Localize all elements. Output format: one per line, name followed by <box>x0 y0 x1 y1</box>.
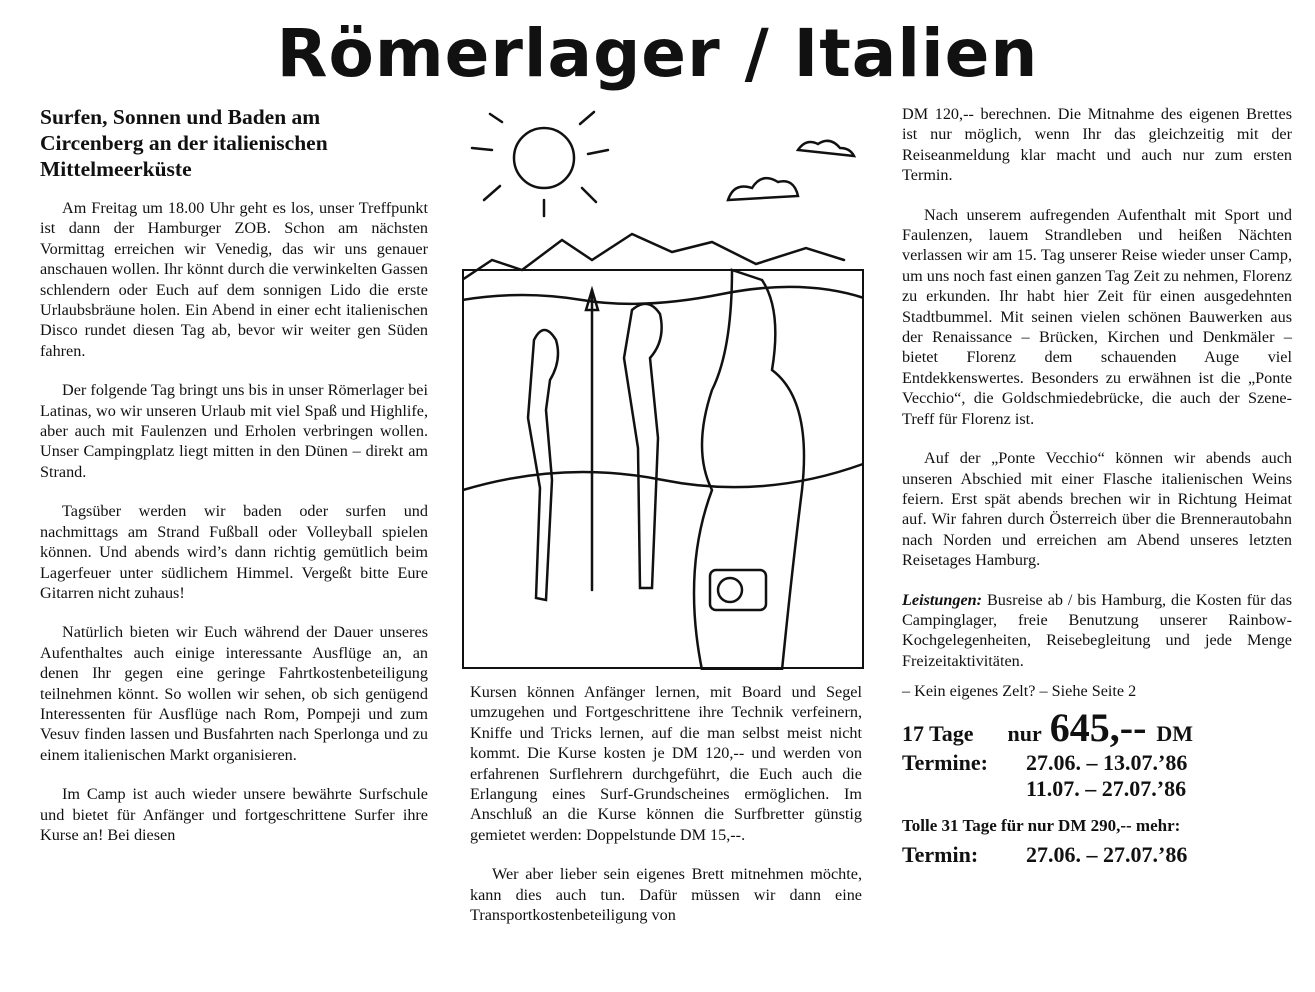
tent-note: – Kein eigenes Zelt? – Siehe Seite 2 <box>902 682 1137 701</box>
paragraph: Am Freitag um 18.00 Uhr geht es los, unser Treffpunkt ist dann der Hamburger ZOB. Schon am nächsten Vormittag erreichen wir Venedig, das wir uns genauer anschauen wollen. Ihr könnt durch die verwinkelten Gassen schlendern oder Euch auf dem sonnigen Lido die erste Urlaubsbräune holen. Ein Abend in einer echt italienischen Disco rundet diesen Tag ab, bevor wir weiter gen Süden fahren. <box>40 199 428 360</box>
termin-label: Termin: <box>902 842 979 868</box>
person-figure <box>624 304 662 588</box>
price-currency: DM <box>1156 720 1194 746</box>
headline: Surfen, Sonnen und Baden am Circenberg an der italienischen Mittelmeerküste <box>40 105 328 181</box>
paragraph: Der folgende Tag bringt uns bis in unser Römerlager bei Latinas, wo wir unseren Urlaub mit viel Spaß und Highlife, aber auch mit Faulenzen und Erholen verbringen wollen. Unser Campingplatz liegt mitten in den Dünen – direkt am Strand. <box>40 381 428 481</box>
cartoon-illustration <box>462 110 864 670</box>
paragraph: Nach unserem aufregenden Aufenthalt mit Sport und Faulenzen, lauem Strandleben und heißen Nächten verlassen wir am 15. Tag unserer Reise wieder unser Camp, um uns noch fast einen ganzen Tag Zeit zu nehmen, Florenz zu erkunden. Ihr habt hier Zeit für einen ausgedehnten Stadtbummel. Mit seinen vielen schönen Bauwerken aus der Renaissance – Brücken, Kirchen und Denkmäler – bietet Florenz dem schauenden Auge viel Entdekkenswertes. Besonders zu erwähnen ist die „Ponte Vecchio“, die Goldschmiedebrücke, die auch der Szene-Treff für Florenz ist. <box>902 205 1292 428</box>
paragraph: Natürlich bieten wir Euch während der Dauer unseres Aufenthaltes auch einige interessante Ausflüge an, an denen Ihr gegen eine geringe Fahrtkostenbeteiligung teilnehmen könnt. So wollen wir sehen, ob sich genügend Interessenten für Ausflüge nach Rom, Pompeji und zum Vesuv finden lassen und Busfahrten nach Sperlonga und zu einem italienischen Markt organisieren. <box>40 623 428 764</box>
paragraph: DM 120,-- berechnen. Die Mitnahme des eigenen Brettes ist nur möglich, wenn Ihr das gleichzeitig mit der Reiseanmeldung klar macht und auch nur zum ersten Termin. <box>902 105 1292 185</box>
cloud-icon <box>728 178 798 200</box>
column-middle <box>470 682 862 944</box>
paragraph: Tagsüber werden wir baden oder surfen und nachmittags am Strand Fußball oder Volleyball spielen können. Und abends wird’s dann richtig gemütlich beim Lagerfeuer unter südlichem Himmel. Vergeßt bitte Eure Gitarren nicht zuhaus! <box>40 502 428 602</box>
column-left <box>40 104 428 864</box>
sun-icon <box>514 128 574 188</box>
page-title: Römerlager / Italien <box>276 15 1039 92</box>
services-text: Busreise ab / bis Hamburg, die Kosten für das Campinglager, freie Benutzung unserer Rainbow-Kochgelegenheiten, Reisebegleitung und jede Menge Freizeitaktivitäten. <box>902 590 1292 670</box>
termine-label: Termine: <box>902 749 988 775</box>
price-nur: nur <box>1007 720 1042 746</box>
termine-date-2: 11.07. – 27.07.’86 <box>1026 775 1187 801</box>
paragraph: Wer aber lieber sein eigenes Brett mitnehmen möchte, kann dies auch tun. Dafür müssen wir dann eine Transportkostenbeteiligung von <box>470 865 862 925</box>
person-figure <box>528 330 558 600</box>
price-amount: 645,-- <box>1049 704 1147 750</box>
column-right <box>902 104 1292 868</box>
termin-date: 27.06. – 27.07.’86 <box>1026 842 1188 868</box>
price-line <box>902 704 1292 750</box>
services-paragraph <box>902 590 1292 672</box>
paragraph: Auf der „Ponte Vecchio“ können wir abends auch unseren Abschied mit einer Flasche italienischen Weins feiern. Erst spät abends brechen wir in Richtung Heimat auf. Wir fahren durch Österreich über die Brennerautobahn nach Norden und erreichen am Abend unseres letzten Reisetages Hamburg. <box>902 449 1292 570</box>
paragraph: Kursen können Anfänger lernen, mit Board und Segel umzugehen und Fortgeschrittene ihre Technik verfeinern, Kniffe und Tricks lernen, auf die man selbst meist nicht kommt. Die Kurse kosten je DM 120,-- und werden von erfahrenen Surflehrern durchgeführt, die Euch auch die Erlangung eines Surf-Grundscheines ermöglichen. Im Anschluß an die Kurse können die Surfbretter günstig gemietet werden: Doppelstunde DM 15,--. <box>470 683 862 844</box>
termine-date-1: 27.06. – 13.07.’86 <box>1026 749 1188 775</box>
price-days: 17 Tage <box>902 720 974 746</box>
extra-offer: Tolle 31 Tage für nur DM 290,-- mehr: <box>902 815 1181 835</box>
paragraph: Im Camp ist auch wieder unsere bewährte Surfschule und bietet für Anfänger und fortgeschrittene Surfer ihre Kurse an! Bei diesen <box>40 785 428 844</box>
termine-block <box>902 750 1292 802</box>
services-label: Leistungen: <box>902 590 983 609</box>
cloud-icon <box>798 141 854 156</box>
termin-block <box>902 842 1292 868</box>
